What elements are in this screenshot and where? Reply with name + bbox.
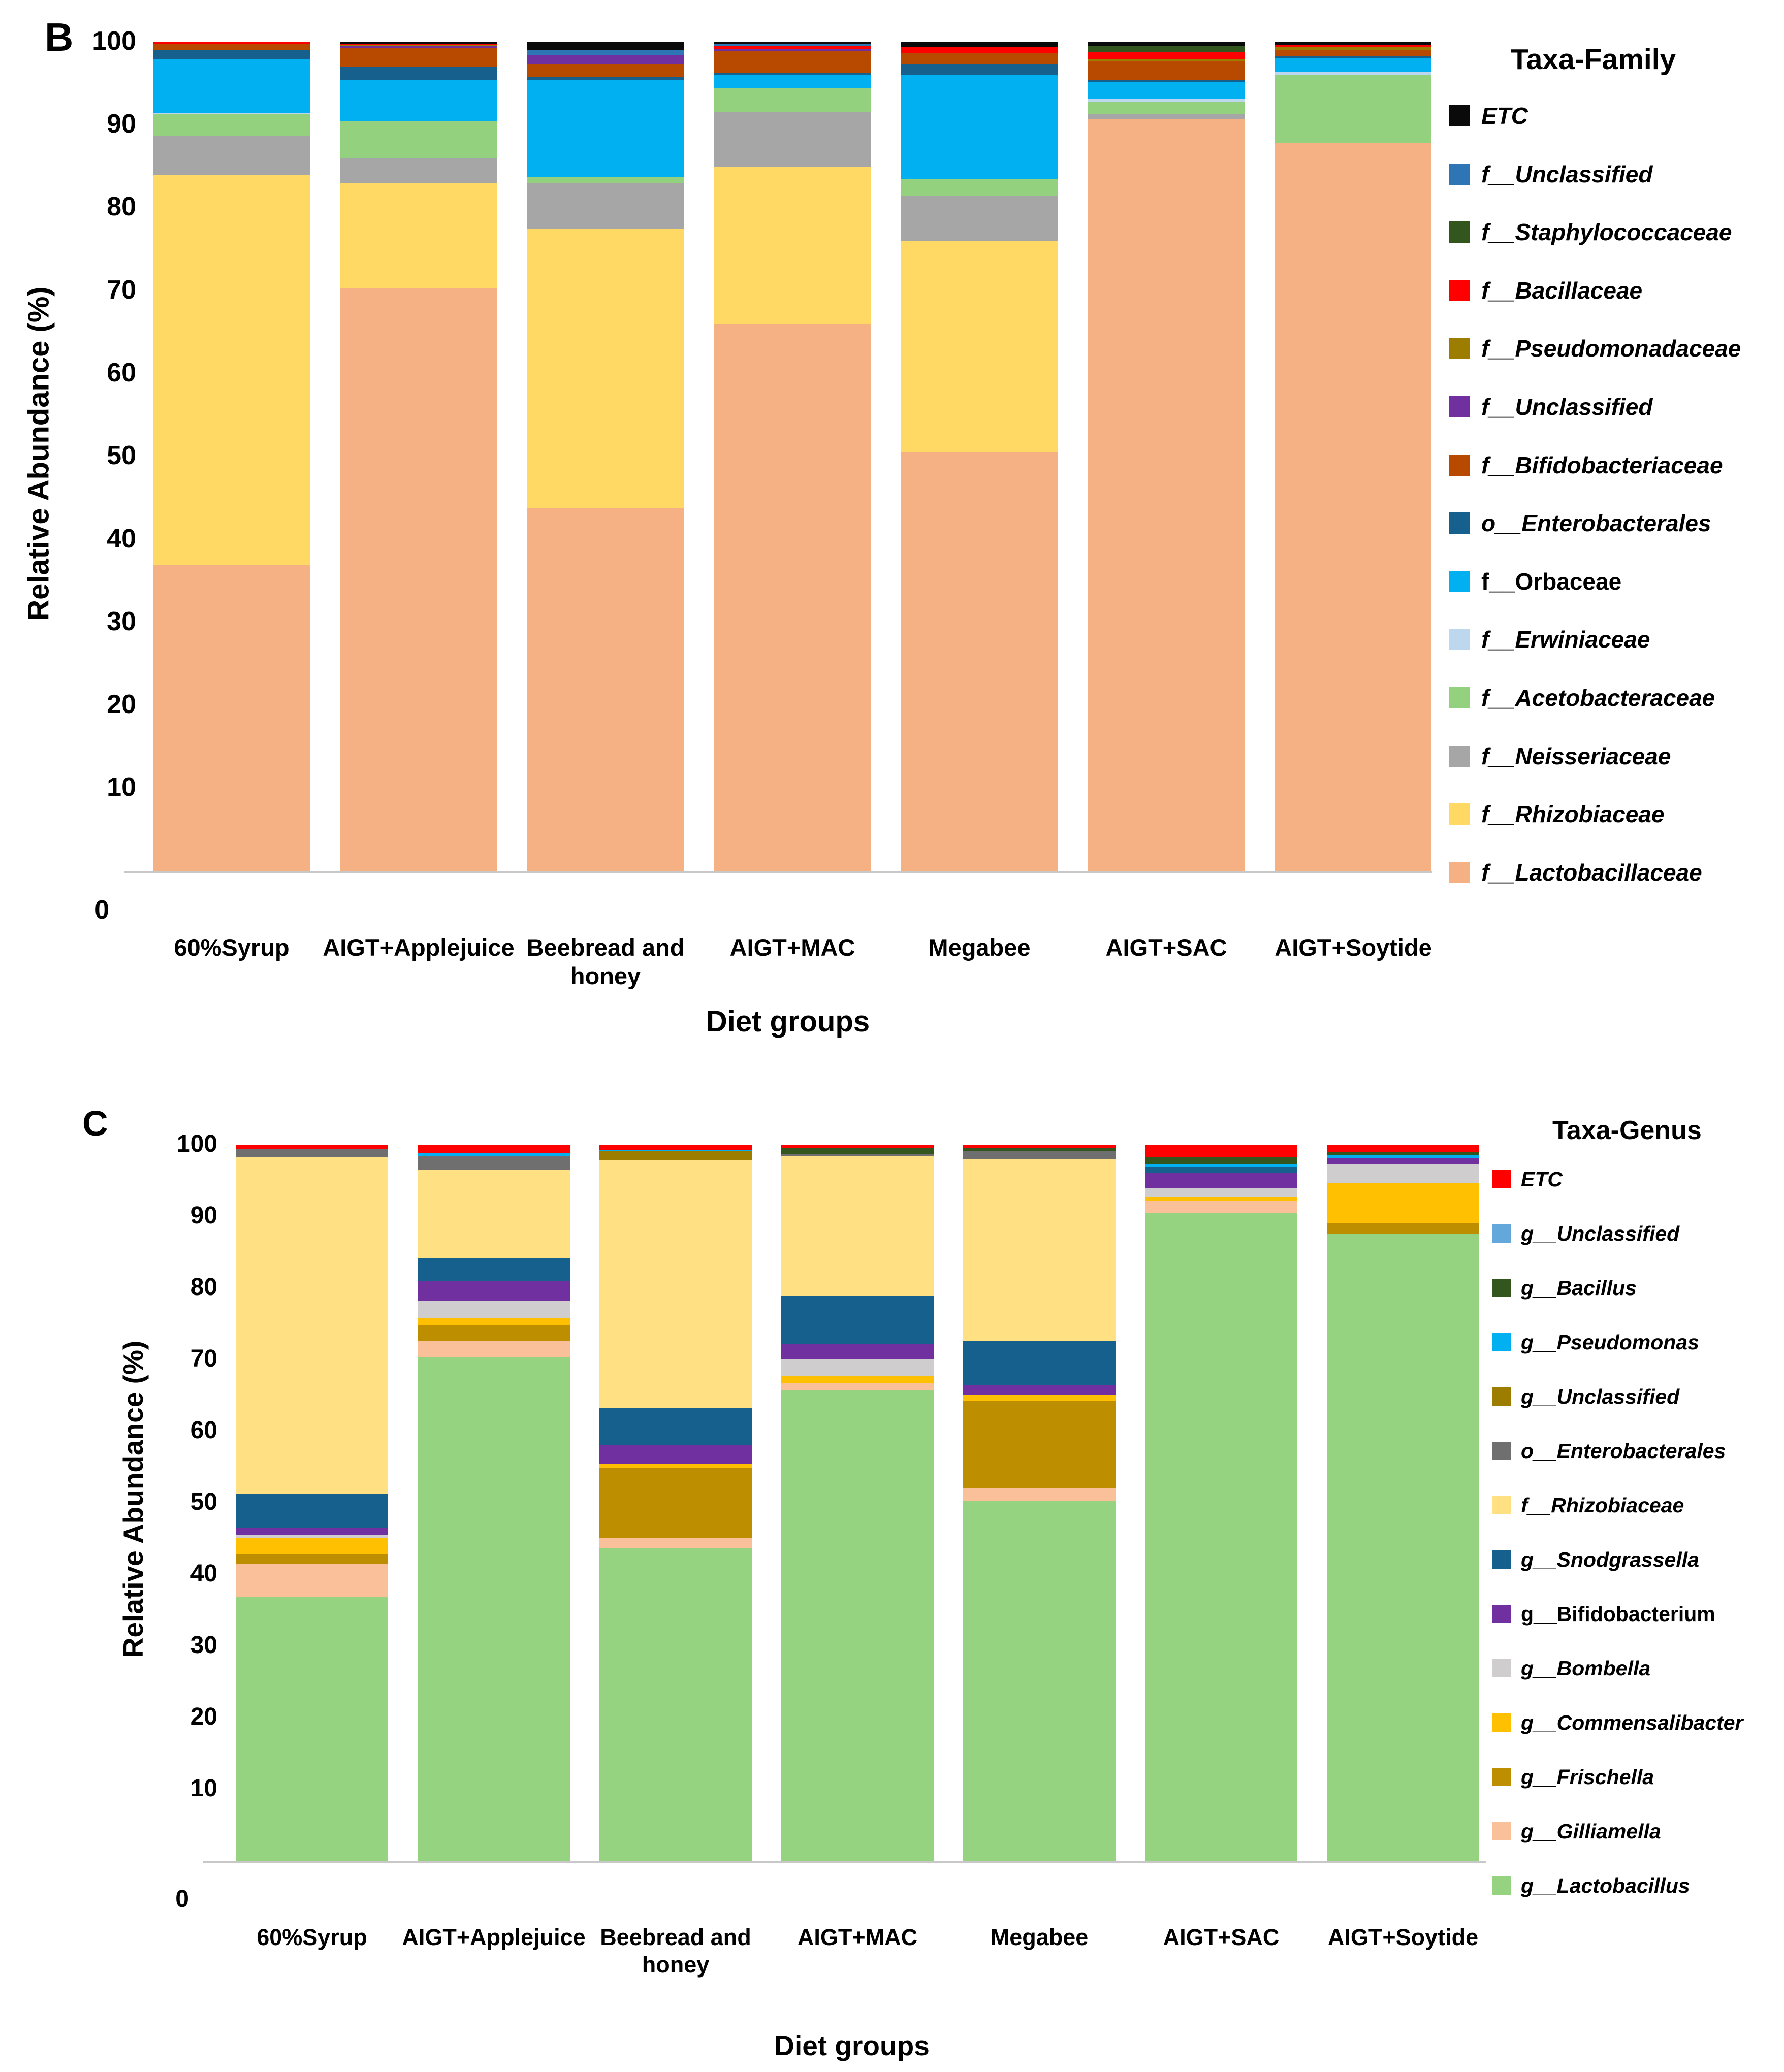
bar-segment-f__Rhizobiaceae [963,1159,1116,1341]
x-axis-title: Diet groups [706,1005,870,1038]
bar-segment-g__Frischella [963,1401,1116,1488]
x-category-label: AIGT+SAC [1163,1924,1280,1950]
bar-segment-f__Rhizobiaceae [901,241,1058,452]
legend-swatch-f__Unclassified [1449,164,1470,185]
legend-label-f__Acetobacteraceae: f__Acetobacteraceae [1481,685,1715,711]
legend-item-g__Gilliamella [1492,1819,1661,1843]
bar-segment-g__Commensalibacter [599,1464,752,1467]
y-tick-label: 50 [107,441,136,471]
bar-segment-f__Neisseriaceae [714,112,871,167]
legend-swatch-f__Bacillaceae [1449,280,1470,301]
legend-item-g__Snodgrassella [1492,1547,1699,1571]
bar-Beebread and honey [527,42,684,871]
bar-60%Syrup [236,1145,388,1861]
bar-segment-f__Orbaceae [714,75,871,87]
bar-segment-f__Bacillaceae [901,47,1058,53]
legend-label-g__Pseudomonas: g__Pseudomonas [1521,1330,1699,1354]
legend-item-g__Lactobacillus [1492,1873,1690,1897]
legend-swatch-g__Gilliamella [1492,1822,1511,1840]
bar-segment-g__Bombella [1145,1188,1297,1197]
y-tick-label: 40 [107,524,136,554]
bar-segment-o__Enterobacterales [340,67,497,79]
x-category-label: AIGT+MAC [729,934,855,961]
bar-segment-g__Bifidobacterium [1327,1158,1479,1164]
y-tick-label: 70 [190,1345,217,1373]
bar-segment-f__Neisseriaceae [901,196,1058,241]
legend-label-f__Neisseriaceae: f__Neisseriaceae [1481,742,1671,769]
bar-segment-g__Lactobacillus [781,1390,934,1861]
bar-segment-f__Bacillaceae [1088,52,1245,60]
bar-Megabee [963,1145,1116,1861]
bar-segment-g__Gilliamella [1145,1201,1297,1213]
legend-swatch-f__Unclassified [1449,396,1470,417]
bar-segment-f__Bifidobacteriaceae [901,53,1058,64]
legend-swatch-f__Erwiniaceae [1449,629,1470,650]
bar-segment-f__Orbaceae [153,59,310,113]
legend-label-g__Unclassified: g__Unclassified [1521,1221,1680,1245]
bar-segment-f__Rhizobiaceae [781,1156,934,1296]
legend-item-o__Enterobacterales [1449,510,1711,537]
legend-swatch-ETC [1449,105,1470,126]
legend-label-f__Rhizobiaceae: f__Rhizobiaceae [1521,1493,1684,1517]
bar-segment-ETC [418,1145,570,1153]
bar-segment-f__Orbaceae [340,80,497,121]
bar-segment-g__Frischella [418,1325,570,1341]
legend-label-f__Staphylococcaceae: f__Staphylococcaceae [1481,219,1732,246]
bar-Megabee [901,42,1058,871]
legend-label-f__Unclassified: f__Unclassified [1481,394,1653,420]
y-tick-label: 80 [190,1274,217,1301]
bar-segment-f__Unclassified [527,50,684,54]
legend-label-g__Commensalibacter: g__Commensalibacter [1521,1710,1743,1734]
bar-segment-g__Gilliamella [781,1383,934,1390]
legend-swatch-g__Snodgrassella [1492,1550,1511,1569]
bar-segment-g__Bifidobacterium [599,1445,752,1464]
bar-segment-ETC [1145,1145,1297,1157]
bar-segment-f__Lactobacillaceae [1088,119,1245,871]
y-tick-label: 50 [190,1488,217,1516]
y-tick-label-zero: 0 [94,895,109,925]
legend-swatch-f__Staphylococcaceae [1449,221,1470,243]
legend-label-o__Enterobacterales: o__Enterobacterales [1481,510,1711,537]
y-axis-title: Relative Abundance (%) [117,1340,149,1658]
legend-swatch-g__Commensalibacter [1492,1713,1511,1732]
y-tick-label: 80 [107,192,136,222]
y-tick-label: 10 [107,772,136,802]
bar-segment-f__Orbaceae [901,75,1058,179]
legend-item-f__Rhizobiaceae [1449,801,1665,828]
bar-segment-g__Bacillus [781,1148,934,1154]
x-category-label: Beebread and honey [600,1924,751,1978]
legend-label-ETC: ETC [1481,103,1528,129]
legend-swatch-f__Rhizobiaceae [1492,1496,1511,1514]
bar-AIGT+Applejuice [340,42,497,871]
legend-label-g__Bifidobacterium: g__Bifidobacterium [1521,1602,1715,1626]
bar-segment-g__Commensalibacter [236,1538,388,1554]
bar-segment-f__Bifidobacteriaceae [1088,61,1245,80]
legend-label-o__Enterobacterales: o__Enterobacterales [1521,1439,1726,1463]
legend-swatch-g__Pseudomonas [1492,1333,1511,1351]
legend-swatch-f__Acetobacteraceae [1449,687,1470,708]
bar-segment-g__Bifidobacterium [781,1344,934,1359]
bar-segment-g__Bombella [1327,1164,1479,1183]
legend-swatch-g__Lactobacillus [1492,1876,1511,1895]
bar-segment-g__Bombella [781,1359,934,1377]
bar-segment-f__Acetobacteraceae [1088,102,1245,114]
bar-segment-g__Lactobacillus [963,1501,1116,1861]
x-category-label: 60%Syrup [257,1924,367,1950]
bar-segment-f__Rhizobiaceae [236,1157,388,1494]
bar-segment-ETC [1327,1145,1479,1152]
bar-segment-f__Acetobacteraceae [714,88,871,112]
bar-AIGT+SAC [1145,1145,1297,1861]
bar-AIGT+Soytide [1275,42,1431,871]
bar-segment-f__Orbaceae [1088,82,1245,99]
bar-segment-g__Bacillus [1145,1157,1297,1164]
legend-swatch-o__Enterobacterales [1449,512,1470,534]
x-category-label: AIGT+Applejuice [323,934,515,961]
legend-item-g__Frischella [1492,1765,1654,1789]
legend-item-g__Bombella [1492,1656,1651,1680]
bar-segment-g__Commensalibacter [418,1318,570,1325]
legend-item-g__Pseudomonas [1492,1330,1699,1354]
bar-segment-g__Gilliamella [236,1564,388,1597]
x-category-label: AIGT+SAC [1105,934,1227,961]
x-category-label: Megabee [928,934,1031,961]
bar-segment-f__Neisseriaceae [340,158,497,183]
x-axis-line [124,871,1432,873]
legend-label-f__Pseudomonadaceae: f__Pseudomonadaceae [1481,335,1741,362]
bar-segment-o__Enterobacterales [236,1149,388,1157]
bar-segment-f__Bifidobacteriaceae [527,64,684,77]
bar-segment-o__Enterobacterales [153,50,310,59]
bar-segment-g__Commensalibacter [781,1376,934,1383]
legend-item-g__Unclassified [1492,1221,1680,1245]
x-category-label: Megabee [990,1924,1089,1950]
bar-segment-f__Unclassified [527,55,684,64]
bar-segment-g__Snodgrassella [236,1494,388,1528]
y-tick-label: 90 [190,1202,217,1229]
bar-segment-g__Commensalibacter [1327,1183,1479,1223]
bar-segment-f__Lactobacillaceae [153,565,310,871]
bar-segment-f__Orbaceae [527,80,684,178]
bar-segment-g__Snodgrassella [418,1258,570,1281]
legend-item-f__Bifidobacteriaceae [1449,451,1723,478]
y-tick-label: 10 [190,1775,217,1802]
bar-segment-f__Staphylococcaceae [1088,46,1245,52]
bar-segment-f__Neisseriaceae [527,183,684,229]
bar-segment-g__Lactobacillus [1145,1213,1297,1861]
legend-swatch-g__Unclassified [1492,1387,1511,1406]
bar-segment-f__Acetobacteraceae [340,121,497,158]
legend-item-f__Acetobacteraceae [1449,685,1715,711]
bar-60%Syrup [153,42,310,871]
bar-segment-f__Bifidobacteriaceae [153,44,310,49]
legend-swatch-ETC [1492,1170,1511,1188]
bar-segment-g__Bifidobacterium [963,1385,1116,1394]
legend-item-f__Erwiniaceae [1449,626,1650,653]
bar-segment-g__Lactobacillus [236,1597,388,1861]
legend-item-ETC [1449,103,1528,129]
bar-segment-f__Acetobacteraceae [527,177,684,183]
legend-swatch-f__Bifidobacteriaceae [1449,455,1470,476]
y-tick-label: 30 [107,606,136,636]
y-tick-label: 90 [107,109,136,139]
legend-item-f__Bacillaceae [1449,277,1643,304]
bar-segment-g__Lactobacillus [599,1548,752,1861]
x-category-label: AIGT+Applejuice [402,1924,586,1950]
legend-item-f__Unclassified [1449,394,1653,420]
bar-segment-o__Enterobacterales [901,64,1058,75]
legend-item-f__Lactobacillaceae [1449,859,1702,886]
bar-segment-f__Lactobacillaceae [527,508,684,871]
x-category-label: 60%Syrup [174,934,290,961]
bar-segment-g__Bombella [418,1301,570,1318]
legend-swatch-g__Unclassified [1492,1224,1511,1243]
bar-segment-f__Bifidobacteriaceae [714,51,871,73]
legend-item-f__Rhizobiaceae [1492,1493,1684,1517]
legend-item-f__Pseudomonadaceae [1449,335,1741,362]
bar-segment-f__Lactobacillaceae [901,452,1058,871]
legend-label-f__Orbaceae: f__Orbaceae [1481,568,1622,595]
y-tick-label: 70 [107,275,136,305]
legend-item-f__Staphylococcaceae [1449,219,1732,246]
legend-label-g__Gilliamella: g__Gilliamella [1521,1819,1661,1843]
bar-segment-f__Lactobacillaceae [714,324,871,871]
legend-item-f__Neisseriaceae [1449,742,1671,769]
bar-segment-g__Gilliamella [418,1341,570,1357]
legend-item-ETC [1492,1167,1563,1191]
bar-segment-o__Enterobacterales [418,1156,570,1170]
x-axis-line [203,1861,1486,1863]
x-category-label: AIGT+MAC [797,1924,918,1950]
x-category-label: AIGT+Soytide [1327,1924,1479,1950]
bar-segment-g__Lactobacillus [418,1357,570,1861]
bar-segment-g__Bacillus [1327,1152,1479,1155]
x-axis-title: Diet groups [774,2030,930,2061]
legend-label-g__Snodgrassella: g__Snodgrassella [1521,1547,1699,1571]
bar-segment-g__Frischella [1327,1223,1479,1234]
bar-segment-f__Acetobacteraceae [1275,75,1431,144]
legend-label-f__Unclassified: f__Unclassified [1481,160,1653,187]
legend-item-g__Unclassified [1492,1384,1680,1408]
bar-AIGT+MAC [781,1145,934,1861]
legend-swatch-f__Neisseriaceae [1449,746,1470,767]
legend-item-g__Bacillus [1492,1276,1637,1300]
legend-title: Taxa-Genus [1552,1116,1702,1145]
bar-segment-f__Bifidobacteriaceae [340,48,497,67]
bar-segment-g__Gilliamella [963,1488,1116,1501]
bar-AIGT+SAC [1088,42,1245,871]
bar-segment-g__Snodgrassella [1145,1167,1297,1172]
legend-swatch-g__Bombella [1492,1659,1511,1677]
bar-Beebread and honey [599,1145,752,1861]
bar-segment-f__Orbaceae [1275,58,1431,72]
bar-segment-g__Gilliamella [599,1538,752,1548]
legend-label-f__Erwiniaceae: f__Erwiniaceae [1481,626,1650,653]
bar-segment-f__Rhizobiaceae [340,183,497,288]
bar-segment-ETC [901,42,1058,47]
y-tick-label-zero: 0 [175,1886,189,1913]
y-tick-label: 40 [190,1560,217,1588]
bar-segment-g__Frischella [236,1554,388,1564]
bar-segment-f__Rhizobiaceae [527,229,684,508]
bar-segment-g__Bifidobacterium [1145,1173,1297,1188]
bar-segment-ETC [527,42,684,50]
legend-swatch-f__Rhizobiaceae [1449,803,1470,825]
bar-segment-f__Rhizobiaceae [714,167,871,324]
panel-label-C: C [82,1104,108,1143]
legend-swatch-f__Orbaceae [1449,571,1470,592]
bar-segment-g__Lactobacillus [1327,1234,1479,1861]
bar-segment-f__Neisseriaceae [1088,114,1245,119]
y-tick-label: 100 [92,26,136,56]
bar-segment-f__Acetobacteraceae [901,179,1058,196]
bar-AIGT+Soytide [1327,1145,1479,1861]
y-tick-label: 20 [190,1703,217,1731]
legend-item-f__Orbaceae [1449,568,1622,595]
bar-AIGT+MAC [714,42,871,871]
y-tick-label: 100 [176,1130,217,1158]
bar-segment-g__Bifidobacterium [236,1528,388,1535]
y-tick-label: 60 [190,1417,217,1444]
legend-label-g__Bacillus: g__Bacillus [1521,1276,1637,1300]
legend-label-f__Rhizobiaceae: f__Rhizobiaceae [1481,801,1665,828]
bar-AIGT+Applejuice [418,1145,570,1861]
bar-segment-f__Lactobacillaceae [1275,143,1431,871]
y-tick-label: 30 [190,1632,217,1659]
bar-segment-ETC [236,1145,388,1149]
legend-item-g__Commensalibacter [1492,1710,1743,1734]
legend-title: Taxa-Family [1511,43,1676,76]
legend-label-f__Lactobacillaceae: f__Lactobacillaceae [1481,859,1702,886]
legend-item-o__Enterobacterales [1492,1439,1726,1463]
legend-label-g__Bombella: g__Bombella [1521,1656,1651,1680]
bar-segment-g__Commensalibacter [963,1395,1116,1401]
bar-segment-g__Commensalibacter [1145,1197,1297,1201]
bar-segment-f__Rhizobiaceae [418,1170,570,1258]
y-tick-label: 60 [107,358,136,387]
legend-label-g__Frischella: g__Frischella [1521,1765,1654,1789]
panel-label-B: B [45,15,74,59]
legend-swatch-o__Enterobacterales [1492,1442,1511,1460]
bar-segment-g__Frischella [599,1468,752,1538]
y-tick-label: 20 [107,690,136,720]
legend-label-f__Bacillaceae: f__Bacillaceae [1481,277,1643,304]
legend-swatch-g__Bifidobacterium [1492,1605,1511,1623]
legend-label-f__Bifidobacteriaceae: f__Bifidobacteriaceae [1481,451,1723,478]
bar-segment-o__Enterobacterales [963,1151,1116,1159]
bar-segment-f__Rhizobiaceae [153,175,310,565]
bar-segment-f__Neisseriaceae [153,136,310,175]
legend-item-g__Bifidobacterium [1492,1602,1715,1626]
legend-swatch-g__Bacillus [1492,1279,1511,1297]
bar-segment-f__Lactobacillaceae [340,288,497,871]
bar-segment-g__Snodgrassella [781,1296,934,1343]
legend-item-f__Unclassified [1449,160,1653,187]
legend-swatch-f__Pseudomonadaceae [1449,338,1470,359]
legend-label-g__Lactobacillus: g__Lactobacillus [1521,1873,1690,1897]
legend-swatch-f__Lactobacillaceae [1449,862,1470,883]
y-axis-title: Relative Abundance (%) [22,286,55,621]
x-category-label: Beebread and honey [526,934,685,990]
x-category-label: AIGT+Soytide [1275,934,1432,961]
bar-segment-f__Bifidobacteriaceae [1275,50,1431,56]
bar-segment-f__Rhizobiaceae [599,1160,752,1408]
bar-segment-g__Bifidobacterium [418,1281,570,1301]
legend-label-g__Unclassified: g__Unclassified [1521,1384,1680,1408]
legend-label-ETC: ETC [1521,1167,1563,1191]
bar-segment-g__Snodgrassella [599,1408,752,1445]
bar-segment-g__Snodgrassella [963,1341,1116,1385]
legend-swatch-g__Frischella [1492,1768,1511,1786]
bar-segment-f__Acetobacteraceae [153,114,310,136]
bar-segment-ETC [599,1145,752,1149]
bar-segment-g__Unclassified [599,1151,752,1160]
